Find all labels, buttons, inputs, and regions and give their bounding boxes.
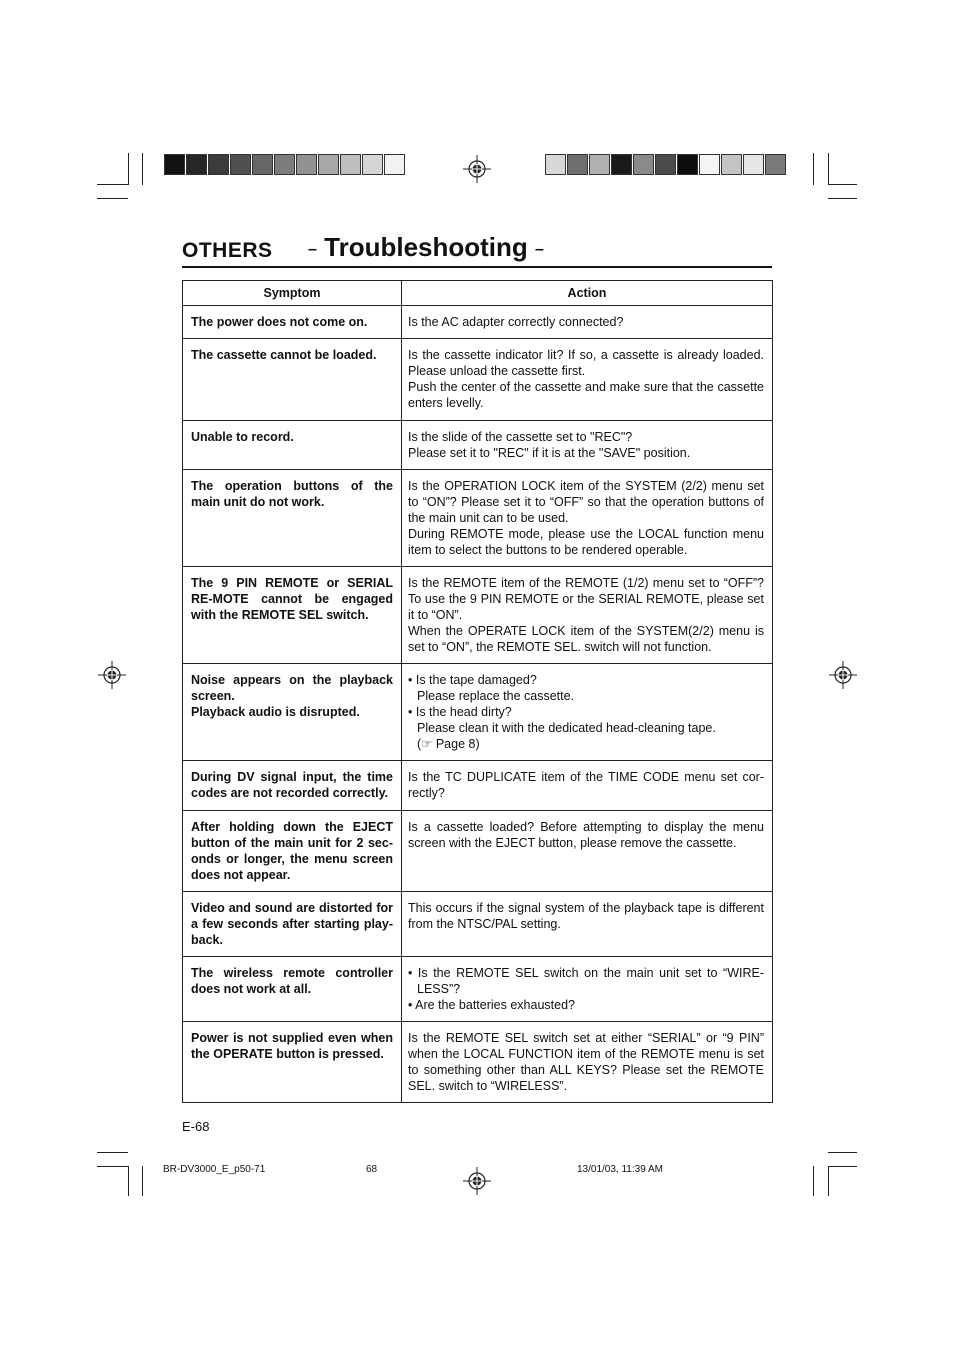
symptom-text: The operation buttons of the main unit do not work. bbox=[191, 479, 393, 509]
action-bullet: • Are the batteries exhausted? bbox=[408, 998, 575, 1012]
calibration-bars-left bbox=[164, 154, 406, 175]
action-text: Is the AC adapter correctly connected? bbox=[408, 315, 624, 329]
action-cell bbox=[402, 1022, 773, 1103]
calibration-swatch bbox=[699, 154, 720, 175]
calibration-swatch bbox=[765, 154, 786, 175]
table-row bbox=[183, 957, 773, 1022]
action-text: This occurs if the signal system of the playback tape is different from the NTSC/PAL setting. bbox=[408, 901, 764, 931]
action-cell bbox=[402, 761, 773, 811]
registration-mark-icon bbox=[463, 155, 491, 183]
symptom-cell bbox=[183, 957, 402, 1022]
symptom-cell bbox=[183, 567, 402, 664]
action-cell bbox=[402, 664, 773, 761]
action-cell bbox=[402, 811, 773, 892]
calibration-swatch bbox=[208, 154, 229, 175]
symptom-cell bbox=[183, 421, 402, 470]
symptom-text: Power is not supplied even when the OPERATE button is pressed. bbox=[191, 1031, 393, 1061]
action-cell bbox=[402, 892, 773, 957]
footer-file: BR-DV3000_E_p50-71 bbox=[163, 1164, 266, 1175]
section-title: – Troubleshooting – bbox=[308, 232, 544, 262]
action-text: Is the TC DUPLICATE item of the TIME CODE menu set cor-rectly? bbox=[408, 770, 764, 800]
symptom-text: The 9 PIN REMOTE or SERIAL RE-MOTE cannot be engaged with the REMOTE SEL switch. bbox=[191, 576, 393, 622]
action-text: Is the OPERATION LOCK item of the SYSTEM (2/2) menu set to “ON”? Please set it to “OFF” so that the operation buttons of the main unit can to be used. bbox=[408, 479, 764, 525]
troubleshooting-table bbox=[182, 280, 773, 1103]
symptom-cell bbox=[183, 306, 402, 339]
calibration-swatch bbox=[743, 154, 764, 175]
symptom-text: The cassette cannot be loaded. bbox=[191, 348, 377, 362]
action-text: Please set it to "REC" if it is at the "SAVE" position. bbox=[408, 446, 691, 460]
footer-timestamp: 13/01/03, 11:39 AM bbox=[577, 1164, 663, 1175]
action-text: Is the slide of the cassette set to "REC"? bbox=[408, 430, 633, 444]
footer-page: 68 bbox=[366, 1164, 378, 1175]
symptom-text: During DV signal input, the time codes are not recorded correctly. bbox=[191, 770, 393, 800]
table-row bbox=[183, 339, 773, 421]
symptom-cell bbox=[183, 811, 402, 892]
action-text: Is the cassette indicator lit? If so, a cassette is already loaded. Please unload the cassette first. bbox=[408, 348, 764, 378]
column-header-action: Action bbox=[402, 281, 773, 306]
symptom-cell bbox=[183, 339, 402, 421]
table-row bbox=[183, 761, 773, 811]
calibration-swatch bbox=[567, 154, 588, 175]
action-bullet: • Is the head dirty? bbox=[408, 705, 512, 719]
symptom-text: After holding down the EJECT button of the main unit for 2 sec-onds or longer, the menu screen does not appear. bbox=[191, 820, 393, 882]
calibration-swatch bbox=[230, 154, 251, 175]
action-bullet-detail: Please replace the cassette. bbox=[417, 689, 575, 703]
action-cell bbox=[402, 567, 773, 664]
symptom-cell bbox=[183, 664, 402, 761]
calibration-swatch bbox=[296, 154, 317, 175]
action-text: Is the REMOTE item of the REMOTE (1/2) menu set to “OFF”? To use the 9 PIN REMOTE or the SERIAL REMOTE, please set it to “ON”. bbox=[408, 576, 764, 622]
symptom-text: Playback audio is disrupted. bbox=[191, 705, 360, 719]
symptom-text: Video and sound are distorted for a few seconds after starting play-back. bbox=[191, 901, 393, 947]
page-title bbox=[182, 232, 772, 268]
calibration-swatch bbox=[611, 154, 632, 175]
action-cell bbox=[402, 470, 773, 567]
action-cell bbox=[402, 339, 773, 421]
table-row bbox=[183, 664, 773, 761]
calibration-swatch bbox=[384, 154, 405, 175]
calibration-swatch bbox=[545, 154, 566, 175]
table-row bbox=[183, 421, 773, 470]
calibration-swatch bbox=[340, 154, 361, 175]
action-cell bbox=[402, 306, 773, 339]
registration-mark-icon bbox=[463, 1167, 491, 1195]
registration-mark-icon bbox=[98, 661, 126, 689]
action-text: Is the REMOTE SEL switch set at either “SERIAL” or “9 PIN” when the LOCAL FUNCTION item of the REMOTE menu is set to something other than ALL KEYS? Please set the REMOTE SEL. switch to “WIRELESS”. bbox=[408, 1031, 764, 1093]
action-cell bbox=[402, 421, 773, 470]
calibration-swatch bbox=[186, 154, 207, 175]
table-header-row bbox=[183, 281, 773, 306]
calibration-swatch bbox=[633, 154, 654, 175]
calibration-swatch bbox=[252, 154, 273, 175]
calibration-swatch bbox=[655, 154, 676, 175]
table-row bbox=[183, 306, 773, 339]
registration-mark-icon bbox=[829, 661, 857, 689]
table-row bbox=[183, 470, 773, 567]
action-text: During REMOTE mode, please use the LOCAL function menu item to select the buttons to be rendered operable. bbox=[408, 527, 764, 557]
action-text: When the OPERATE LOCK item of the SYSTEM(2/2) menu is set to “ON”, the REMOTE SEL. switch will not function. bbox=[408, 624, 764, 654]
symptom-cell bbox=[183, 761, 402, 811]
action-bullet: • Is the REMOTE SEL switch on the main unit set to “WIRE-LESS”? bbox=[408, 966, 764, 996]
calibration-swatch bbox=[362, 154, 383, 175]
calibration-swatch bbox=[589, 154, 610, 175]
calibration-swatch bbox=[677, 154, 698, 175]
page-number: E-68 bbox=[182, 1119, 210, 1134]
action-text: Is a cassette loaded? Before attempting to display the menu screen with the EJECT button, please remove the cassette. bbox=[408, 820, 764, 850]
symptom-cell bbox=[183, 892, 402, 957]
calibration-swatch bbox=[721, 154, 742, 175]
section-label: OTHERS bbox=[182, 239, 273, 262]
symptom-text: Noise appears on the playback screen. bbox=[191, 673, 393, 703]
symptom-text: Unable to record. bbox=[191, 430, 294, 444]
column-header-symptom: Symptom bbox=[183, 281, 402, 306]
action-cell bbox=[402, 957, 773, 1022]
symptom-text: The wireless remote controller does not work at all. bbox=[191, 966, 393, 996]
table-row bbox=[183, 567, 773, 664]
action-bullet-detail: (☞ Page 8) bbox=[417, 737, 480, 751]
table-row bbox=[183, 892, 773, 957]
symptom-text: The power does not come on. bbox=[191, 315, 368, 329]
calibration-swatch bbox=[318, 154, 339, 175]
action-bullet-detail: Please clean it with the dedicated head-cleaning tape. bbox=[417, 721, 716, 735]
symptom-cell bbox=[183, 1022, 402, 1103]
table-row bbox=[183, 1022, 773, 1103]
action-text: Push the center of the cassette and make sure that the cassette enters levelly. bbox=[408, 380, 764, 410]
symptom-cell bbox=[183, 470, 402, 567]
calibration-bars-right bbox=[545, 154, 787, 175]
calibration-swatch bbox=[164, 154, 185, 175]
action-bullet: • Is the tape damaged? bbox=[408, 673, 537, 687]
table-row bbox=[183, 811, 773, 892]
calibration-swatch bbox=[274, 154, 295, 175]
